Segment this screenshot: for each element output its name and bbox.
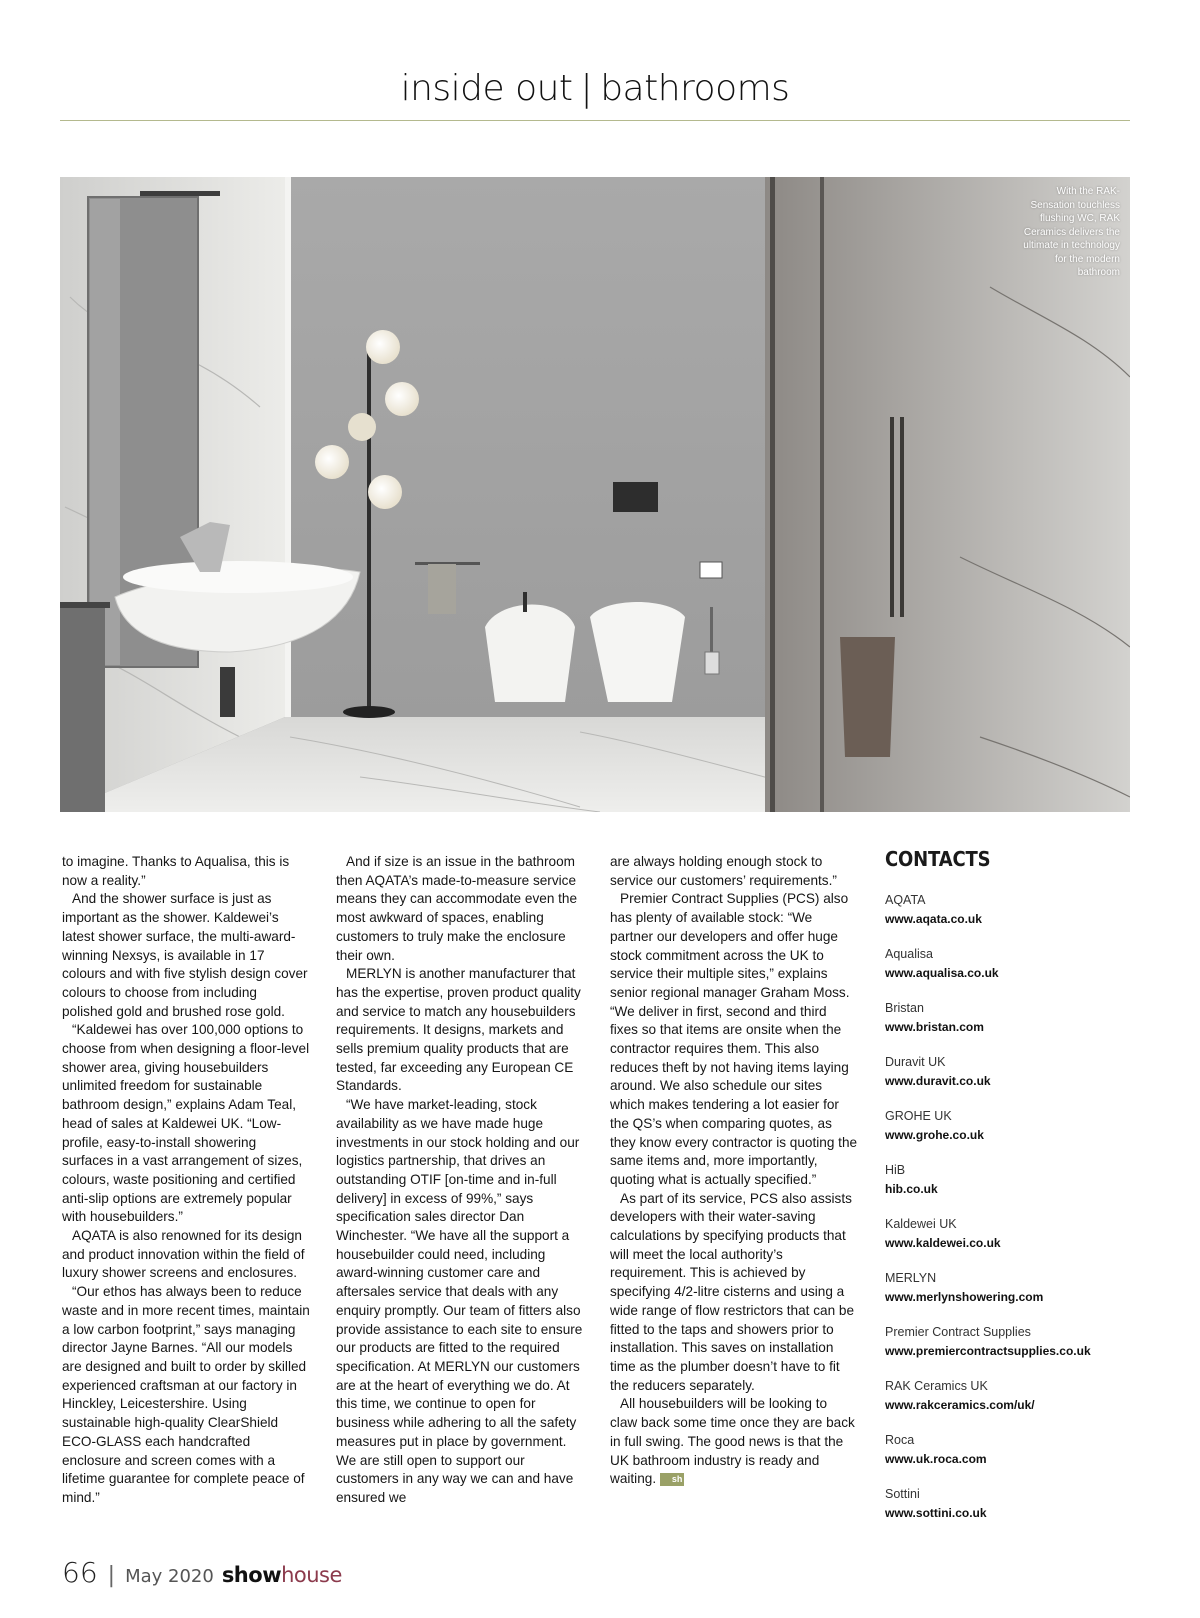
- contact-item: [885, 1323, 1130, 1360]
- contact-item: [885, 1161, 1130, 1198]
- photo-caption: With the RAK-Sensation touchless flushing WC, RAK Ceramics delivers the ultimate in technology for the modern bathroom: [1023, 186, 1120, 278]
- contact-url[interactable]: www.bristan.com: [885, 1019, 984, 1034]
- contact-name: HiB: [885, 1163, 906, 1177]
- contact-item: [885, 1053, 1130, 1090]
- page-number: 66: [62, 1556, 98, 1589]
- paragraph: MERLYN is another manufacturer that has the expertise, proven product quality and service to match any housebuilders requirements. It designs, markets and sells premium quality products that are tested, far exceeding any European CE Standards.: [336, 966, 581, 1094]
- contact-url[interactable]: hib.co.uk: [885, 1181, 938, 1196]
- paragraph: And the shower surface is just as important as the shower. Kaldewei’s latest shower surface, the multi-award-winning Nexsys, is available in 17 colours and with five stylish design cover colours to choose from including polished gold and brushed rose gold.: [62, 891, 308, 1019]
- contact-item: [885, 1377, 1130, 1414]
- contact-name: Sottini: [885, 1487, 920, 1501]
- contacts-box: [885, 847, 1130, 1539]
- contact-item: [885, 1215, 1130, 1252]
- contact-url[interactable]: www.rakceramics.com/uk/: [885, 1397, 1035, 1412]
- contact-item: [885, 1269, 1130, 1306]
- paragraph: “Our ethos has always been to reduce waste and in more recent times, maintain a low carbon footprint,” says managing director Jayne Barnes. “All our models are designed and built to order by skilled experienced craftsman at our factory in Hinckley, Leicestershire. Using sustainable high-quality ClearShield ECO-GLASS each handcrafted enclosure and screen comes with a lifetime guarantee for complete peace of mind.”: [62, 1284, 310, 1505]
- paragraph: are always holding enough stock to service our customers’ requirements.”: [610, 854, 837, 888]
- article-column-1: [62, 853, 310, 1508]
- section-title-right: bathrooms: [600, 68, 790, 109]
- paragraph: to imagine. Thanks to Aqualisa, this is now a reality.”: [62, 854, 290, 888]
- contact-name: Aqualisa: [885, 947, 933, 961]
- contact-name: RAK Ceramics UK: [885, 1379, 988, 1393]
- issue-date: May 2020: [125, 1566, 214, 1587]
- contact-url[interactable]: www.premiercontractsupplies.co.uk: [885, 1343, 1091, 1358]
- contact-name: Kaldewei UK: [885, 1217, 957, 1231]
- paragraph: “Kaldewei has over 100,000 options to choose from when designing a floor-level shower area, giving housebuilders unlimited freedom for sustainable bathroom design,” explains Adam Teal, head of sales at Kaldewei UK. “Low-profile, easy-to-install showering surfaces in a vast arrangement of sizes, colours, waste positioning and certified anti-slip options are extremely popular with housebuilders.”: [62, 1022, 310, 1225]
- contact-name: Roca: [885, 1433, 915, 1447]
- page-footer: [62, 1556, 342, 1592]
- paragraph-text: All housebuilders will be looking to claw back some time once they are back in full swing. The good news is that the UK bathroom industry is ready and waiting.: [610, 1396, 855, 1487]
- brand-logo-light: house: [281, 1563, 342, 1587]
- paragraph: Premier Contract Supplies (PCS) also has plenty of available stock: “We partner our developers and offer huge stock commitment across the UK to service their multiple sites,” explains senior regional manager Graham Moss. “We deliver in first, second and third fixes so that items are onsite when the contractor requires them. This also reduces theft by not having items laying around. We also schedule our sites which makes tendering a lot easier for the QS’s when comparing quotes, as they know every contractor is quoting the same items and, more importantly, quoting what is actually specified.”: [610, 891, 858, 1187]
- contact-name: GROHE UK: [885, 1109, 952, 1123]
- contact-item: [885, 1431, 1130, 1468]
- brand-logo-bold: show: [221, 1563, 282, 1587]
- paragraph: AQATA is also renowned for its design and product innovation within the field of luxury shower screens and enclosures.: [62, 1228, 305, 1281]
- contact-url[interactable]: www.sottini.co.uk: [885, 1505, 987, 1520]
- article-column-2: [336, 853, 584, 1508]
- contact-name: MERLYN: [885, 1271, 937, 1285]
- contact-url[interactable]: www.aqata.co.uk: [885, 911, 982, 926]
- contact-item: [885, 1107, 1130, 1144]
- paragraph: As part of its service, PCS also assists developers with their water-saving calculations by specifying products that will meet the local authority’s requirement. This is achieved by specifying 4/2-litre cisterns and using a wide range of flow restrictors that can be fitted to the taps and showers prior to installation. This saves on installation time as the plumber doesn’t have to fit the reducers separately.: [610, 1190, 855, 1393]
- header-rule: [60, 120, 1130, 121]
- contact-item: [885, 1485, 1130, 1522]
- contact-item: [885, 999, 1130, 1036]
- footer-separator: |: [107, 1563, 116, 1588]
- contact-url[interactable]: www.duravit.co.uk: [885, 1073, 991, 1088]
- contact-url[interactable]: www.aqualisa.co.uk: [885, 965, 999, 980]
- article-column-3: [610, 853, 858, 1489]
- section-header: [60, 68, 1130, 120]
- contact-name: Duravit UK: [885, 1055, 946, 1069]
- contact-item: [885, 891, 1130, 928]
- paragraph: “We have market-leading, stock availability as we have made huge investments in our stock holding and our logistics partnership, that drives an outstanding OTIF [on-time and in-full delivery] in excess of 99%,” says specification sales director Dan Winchester. “We have all the support a housebuilder could need, including award-winning customer care and aftersales service that deals with any enquiry promptly. Our team of fitters also provide assistance to each site to ensure our products are fitted to the required specification. At MERLYN our customers are at the heart of everything we do. At this time, we continue to open for business while adhering to all the safety measures put in place by government. We are still open to support our customers in any way we can and have ensured we: [336, 1097, 583, 1505]
- contact-url[interactable]: www.grohe.co.uk: [885, 1127, 984, 1142]
- contact-name: AQATA: [885, 893, 926, 907]
- paragraph: And if size is an issue in the bathroom then AQATA’s made-to-measure service means they can accommodate even the most awkward of spaces, enabling customers to truly make the enclosure their own.: [336, 854, 578, 963]
- paragraph-last: [610, 1395, 858, 1489]
- contacts-title: CONTACTS: [885, 847, 991, 871]
- contact-name: Bristan: [885, 1001, 924, 1015]
- contact-url[interactable]: www.kaldewei.co.uk: [885, 1235, 1001, 1250]
- contact-url[interactable]: www.merlynshowering.com: [885, 1289, 1044, 1304]
- section-title-left: inside out: [400, 68, 573, 109]
- contact-item: [885, 945, 1130, 982]
- contact-url[interactable]: www.uk.roca.com: [885, 1451, 987, 1466]
- bathroom-illustration: [60, 177, 1130, 812]
- section-title-separator: |: [580, 68, 593, 109]
- contact-name: Premier Contract Supplies: [885, 1325, 1031, 1339]
- bathroom-photo: [60, 177, 1130, 812]
- end-mark-icon: sh: [660, 1473, 685, 1486]
